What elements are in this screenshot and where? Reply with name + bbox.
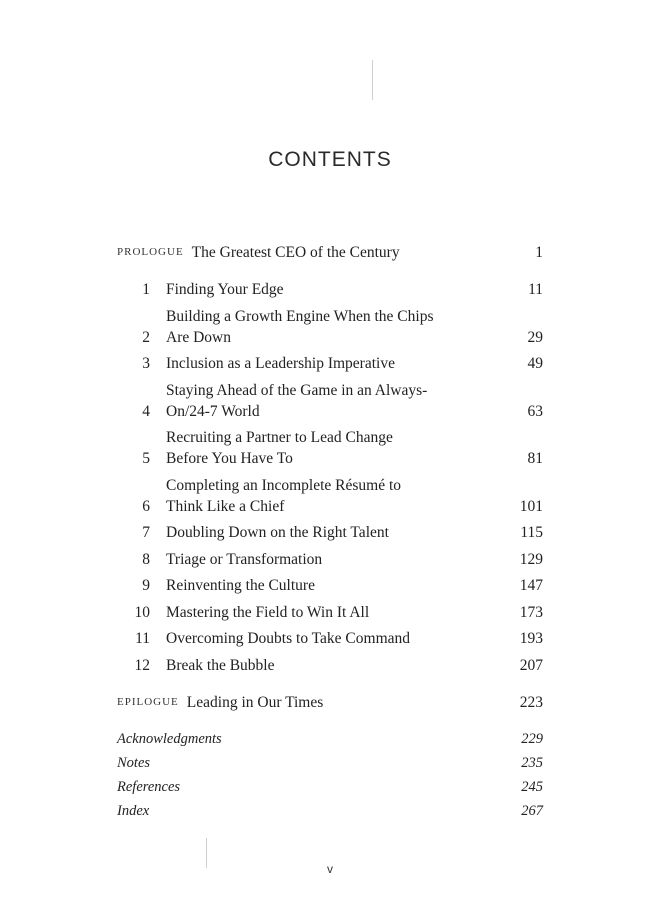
page-folio: v (327, 862, 333, 876)
epilogue-title: Leading in Our Times (186, 693, 324, 711)
toc-entry-acknowledgments[interactable] (117, 729, 543, 750)
chapter-title: Mastering the Field to Win It All (166, 603, 370, 621)
chapter-page: 129 (519, 550, 543, 568)
toc-entry-chapter-10[interactable] (117, 602, 543, 623)
toc-entry-chapter-11[interactable] (117, 628, 543, 649)
prologue-label: PROLOGUE (117, 246, 184, 258)
chapter-number: 5 (142, 450, 150, 467)
toc-entry-chapter-1[interactable] (117, 279, 543, 300)
chapter-number: 11 (135, 630, 150, 647)
chapter-number: 1 (142, 281, 150, 298)
scan-mark-top (372, 60, 373, 100)
chapter-title: Staying Ahead of the Game in an Always-On/24-7 World (166, 381, 428, 420)
back-matter-title: Acknowledgments (117, 730, 222, 747)
chapter-title: Completing an Incomplete Résumé to Think Like a Chief (166, 476, 402, 515)
toc-entry-chapter-2[interactable] (117, 306, 543, 348)
chapter-number: 3 (142, 355, 150, 372)
epilogue-page: 223 (519, 693, 543, 711)
back-matter-title: Index (117, 802, 150, 819)
toc-entry-prologue[interactable] (117, 242, 543, 263)
chapter-number: 12 (134, 656, 150, 674)
chapter-title: Recruiting a Partner to Lead Change Before You Have To (166, 429, 393, 467)
prologue-title: The Greatest CEO of the Century (191, 244, 400, 261)
chapter-page: 173 (519, 603, 543, 621)
chapter-title: Overcoming Doubts to Take Command (166, 630, 411, 647)
chapter-page: 81 (527, 450, 543, 467)
toc-entry-chapter-5[interactable] (117, 427, 543, 469)
chapter-page: 147 (519, 577, 543, 594)
back-matter-page: 267 (521, 802, 543, 819)
chapter-title: Triage or Transformation (166, 550, 323, 568)
chapter-number: 10 (134, 603, 150, 621)
prologue-page: 1 (535, 244, 543, 261)
chapter-number: 8 (142, 550, 150, 568)
back-matter-page: 235 (521, 754, 543, 771)
toc-entry-epilogue[interactable] (117, 692, 543, 713)
toc-entry-chapter-3[interactable] (117, 353, 543, 374)
chapter-number: 2 (142, 328, 150, 346)
toc-entry-chapter-6[interactable] (117, 475, 543, 517)
back-matter-page: 245 (521, 778, 543, 795)
chapter-title: Break the Bubble (166, 656, 275, 674)
toc-entry-chapter-8[interactable] (117, 549, 543, 570)
toc-entry-index[interactable] (117, 801, 543, 822)
table-of-contents (117, 242, 543, 825)
chapter-title: Reinventing the Culture (166, 577, 315, 594)
toc-entry-chapter-9[interactable] (117, 575, 543, 596)
back-matter-title: References (117, 778, 181, 795)
chapter-page: 115 (520, 524, 543, 541)
chapter-number: 7 (142, 524, 150, 541)
chapter-number: 6 (142, 497, 150, 515)
toc-entry-chapter-12[interactable] (117, 655, 543, 676)
chapter-number: 9 (142, 577, 150, 594)
chapter-page: 49 (527, 355, 543, 372)
chapter-page: 193 (519, 630, 543, 647)
toc-entry-chapter-7[interactable] (117, 522, 543, 543)
chapter-page: 63 (527, 402, 543, 420)
back-matter-title: Notes (117, 754, 151, 771)
toc-entry-chapter-4[interactable] (117, 380, 543, 422)
chapter-title: Inclusion as a Leadership Imperative (166, 355, 395, 372)
chapter-number: 4 (142, 402, 150, 420)
back-matter-page: 229 (521, 730, 543, 747)
chapter-title: Building a Growth Engine When the Chips Are Down (166, 307, 434, 346)
chapter-page: 29 (527, 328, 543, 346)
toc-entry-notes[interactable] (117, 753, 543, 774)
toc-entry-references[interactable] (117, 777, 543, 798)
chapter-title: Finding Your Edge (166, 281, 284, 298)
chapter-page: 207 (519, 656, 543, 674)
epilogue-label: EPILOGUE (117, 695, 179, 708)
chapter-page: 11 (528, 281, 543, 298)
chapter-title: Doubling Down on the Right Talent (166, 524, 389, 541)
chapter-page: 101 (519, 497, 543, 515)
page-title: CONTENTS (268, 148, 392, 171)
